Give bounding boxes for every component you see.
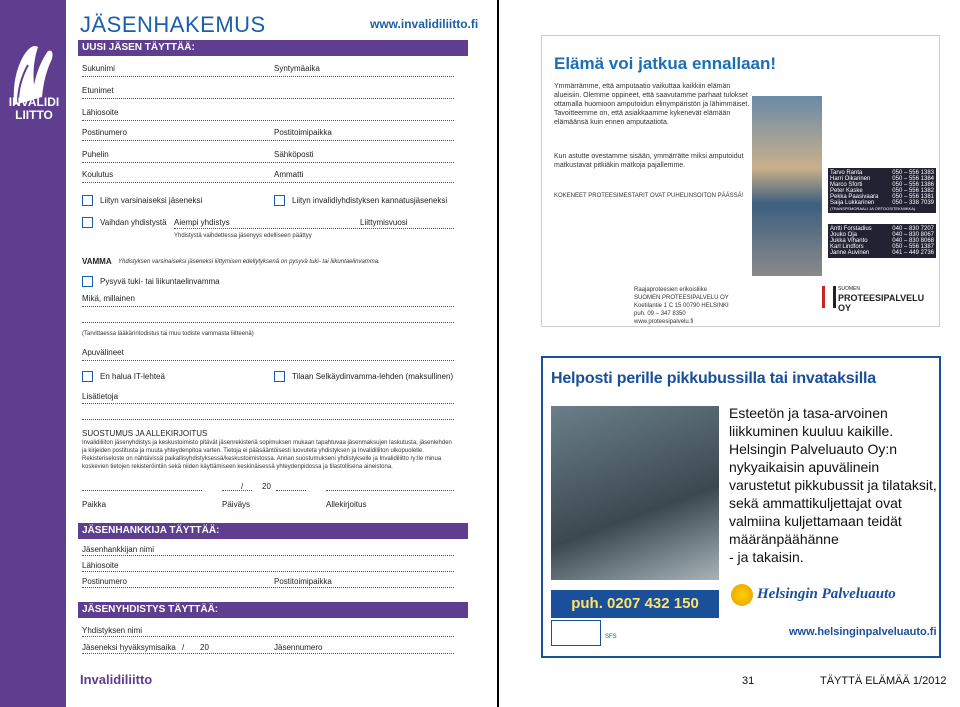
field-line[interactable] (82, 162, 454, 163)
ad1-headline: Elämä voi jatkua ennallaan! (554, 54, 777, 73)
checkbox-pysyva[interactable] (82, 276, 93, 287)
field-line[interactable] (82, 653, 454, 654)
label-hankkija: Jäsenhankkijan nimi (82, 545, 155, 554)
label-it: En halua IT-lehteä (100, 372, 165, 381)
contacts-table-2 (828, 224, 936, 258)
field-line[interactable] (82, 140, 454, 141)
label-jasennumero: Jäsennumero (274, 643, 323, 652)
hyv-separator: / (182, 643, 185, 652)
ad2-text-line: - ja takaisin. (729, 549, 804, 565)
form-url[interactable]: www.invalidiliitto.fi (370, 17, 479, 31)
checkbox-selkay[interactable] (274, 371, 285, 382)
field-line[interactable] (82, 403, 454, 404)
quality-badge (551, 620, 601, 646)
field-line[interactable] (326, 490, 454, 491)
field-line[interactable] (82, 120, 454, 121)
label-vaihdan: Vaihdan yhdistystä (100, 218, 167, 227)
addr-line: SUOMEN PROTEESIPALVELU OY (634, 295, 729, 301)
label-postinumero2: Postinumero (82, 577, 127, 586)
field-line[interactable] (82, 636, 454, 637)
label-lahiosoite: Lähiosoite (82, 108, 119, 117)
ad1-paragraph: Kun astutte ovestamme sisään, ymmärrätte miksi amputoidut matkustavat pitkiäkin matkoja pajallemme. (554, 153, 744, 169)
field-line[interactable] (82, 360, 454, 361)
contact-cell: Harri Oikarinen (830, 176, 871, 182)
contact-cell: Marco Sforti (830, 182, 863, 188)
brand-text: INVALIDI LIITTO (8, 95, 60, 122)
field-line[interactable] (82, 306, 454, 307)
ad1-paragraph: Ymmärrämme, että amputaatio vaikuttaa kaikkiin elämän alueisiin. Olemme oppineet, että saavutamme parhaat tulokset ottamalla huomioon amputoidun elinympäristön ja lähimmäiset. Tavoitteemme on, että asiakkaamme kykenevät elämään elämäänsä kuin ennen amputaatiota. (554, 83, 750, 126)
label-varsinainen: Liityn varsinaiseksi jäseneksi (100, 196, 203, 205)
contact-cell: Tarvo Ranta (830, 170, 863, 176)
contact-cell: 050 – 556 1381 (892, 194, 934, 200)
section-new-member: UUSI JÄSEN TÄYTTÄÄ: (78, 40, 468, 56)
label-postitoimipaikka2: Postitoimipaikka (274, 577, 332, 586)
ad-palveluauto (541, 356, 941, 658)
contact-cell: 041 – 449 2736 (892, 250, 934, 256)
note-todiste: (Tarvittaessa lääkärintodistus tai muu todiste vammasta liitteenä) (82, 331, 254, 337)
sun-icon (731, 584, 753, 606)
label-aiempi: Aiempi yhdistys (174, 218, 230, 227)
field-line[interactable] (82, 571, 454, 572)
contact-cell: 050 – 556 1383 (892, 170, 934, 176)
label-ammatti: Ammatti (274, 170, 304, 179)
label-lisatietoja: Lisätietoja (82, 392, 119, 401)
date-separator: / (241, 482, 244, 491)
label-postinumero: Postinumero (82, 128, 127, 137)
proteesipalvelu-logo-mark (822, 286, 836, 308)
amputee-photo (752, 96, 822, 276)
ad2-text-line: varustetut pikkubussit ja tilataksit, (729, 477, 937, 493)
contact-row (830, 250, 934, 256)
label-syntymaaika: Syntymäaika (274, 64, 320, 73)
contact-cell: 040 – 830 8068 (892, 238, 934, 244)
ad2-phone[interactable]: puh. 0207 432 150 (551, 590, 719, 618)
contact-cell: Pekka Paasivaara (830, 194, 879, 200)
ad1-address (634, 286, 729, 326)
label-allekirjoitus: Allekirjoitus (326, 500, 367, 509)
field-line[interactable] (82, 98, 454, 99)
ad2-text (729, 404, 937, 566)
addr-phone: puh. 09 – 347 8350 (634, 311, 686, 317)
addr-web[interactable]: www.proteesipalvelu.fi (634, 319, 694, 325)
bus-lift-photo (551, 406, 719, 580)
contacts-table-1 (828, 168, 936, 213)
ad2-brand: Helsingin Palveluauto (757, 586, 896, 602)
contact-cell: Jukka Vihanto (830, 238, 868, 244)
label-apuvalineet: Apuvälineet (82, 348, 124, 357)
contact-cell: 050 – 338 7039 (892, 200, 934, 206)
ad2-text-line: nykyaikaisin apuvälinein (729, 459, 880, 475)
contact-cell: Antti Forstadius (830, 226, 872, 232)
field-line[interactable] (82, 555, 454, 556)
label-liittymisvuosi: Liittymisvuosi (360, 218, 408, 227)
label-etunimet: Etunimet (82, 86, 114, 95)
ad2-text-line: liikkuminen kuuluu kaikille. (729, 423, 894, 439)
ad2-text-line: valmiina kuljettamaan teidät (729, 513, 902, 529)
contact-cell: Jouko Oja (830, 232, 858, 238)
ad1-paragraph: KOKENEET PROTEESIMESTARIT OVAT PUHELINSOITON PÄÄSSÄ! (554, 193, 744, 199)
contact-cell: Saija Lukkarinen (830, 200, 875, 206)
text-suostumus: Invalidiliiton jäsenyhdistys ja keskustoimisto pitävät jäsenrekisteriä sopimuksen mukaan tapahtuvaa jäsenmaksujen laskutusta, jäsenlehden ja kirjeiden postitusta ja muuta yhteydenpitoa varten. Tietoja ei pääsäänt​öisesti luovuteta yhdistyksen ja Invalidiliiton ulkopuolelle. Rekisteriseloste on nähtävissä paikallisyhdistyksessä/keskustoimistossa. Annan suostumukseni yhdistykselle ja Invalidiliitto ry:lle minua koskevien tietojen rekisteröintiin sekä niiden käyttämiseen keskinäisessä yhteydenpidossa ja tilastollisena aineistona. (82, 440, 452, 470)
label-yhdistys: Yhdistyksen nimi (82, 626, 143, 635)
label-vamma: VAMMA (82, 257, 112, 266)
section-hankkija: JÄSENHANKKIJA TÄYTTÄÄ: (78, 523, 468, 539)
label-pysyva: Pysyvä tuki- tai liikuntaelinvamma (100, 277, 220, 286)
contact-cell: 050 – 556 1386 (892, 182, 934, 188)
field-line[interactable] (276, 490, 306, 491)
label-paivays: Päiväys (222, 500, 251, 509)
checkbox-kannatus[interactable] (274, 195, 285, 206)
contact-cell: 050 – 556 1384 (892, 176, 934, 182)
field-line[interactable] (82, 322, 454, 323)
field-line[interactable] (174, 228, 454, 229)
checkbox-vaihdan[interactable] (82, 217, 93, 228)
contact-cell: 040 – 830 8067 (892, 232, 934, 238)
label-lahiosoite2: Lähiosoite (82, 561, 119, 570)
contact-cell: Janne Auvinen (830, 250, 870, 256)
ad2-text-line: Esteetön ja tasa-arvoinen (729, 405, 888, 421)
label-koulutus: Koulutus (82, 170, 114, 179)
form-title: JÄSENHAKEMUS (80, 12, 266, 37)
field-line[interactable] (222, 490, 252, 491)
contact-cell: 040 – 830 7207 (892, 226, 934, 232)
field-line[interactable] (82, 419, 454, 420)
hyv-year: 20 (200, 643, 209, 652)
label-mika: Mikä, millainen (82, 294, 135, 303)
ad2-text-line: sekä ammattikuljettajat ovat (729, 495, 902, 511)
field-line[interactable] (82, 587, 454, 588)
contact-note: (TRANSFEMORAALI JA ORTOOSITEKNIIKKA) (830, 206, 916, 211)
heading-suostumus: SUOSTUMUS JA ALLEKIRJOITUS (82, 429, 208, 438)
label-sahkoposti: Sähköposti (274, 150, 314, 159)
ad-proteesipalvelu (541, 35, 940, 327)
footer-brand: Invalidiliitto (80, 672, 153, 687)
label-paikka: Paikka (82, 500, 107, 509)
contact-cell: Karl Lindfors (830, 244, 864, 250)
sfs-badge: SFS (605, 634, 617, 640)
page-divider (497, 0, 499, 707)
label-puhelin: Puhelin (82, 150, 109, 159)
logo-small: SUOMEN (838, 286, 860, 292)
label-selkay: Tilaan Selkäydinvamma-lehden (maksullinen) (292, 372, 454, 381)
contact-cell: 050 – 556 1387 (892, 244, 934, 250)
ad2-headline: Helposti perille pikkubussilla tai invataksilla (551, 370, 876, 387)
field-line[interactable] (82, 76, 454, 77)
addr-line: Koetilantie 1 C 15 00790 HELSINKI (634, 303, 729, 309)
note-aiempi: Yhdistystä vaihdettessa jäsenyys edelliseen päättyy (174, 233, 312, 239)
checkbox-varsinainen[interactable] (82, 195, 93, 206)
contact-cell: 050 – 556 1382 (892, 188, 934, 194)
field-line[interactable] (82, 182, 454, 183)
page-number: 31 (742, 675, 755, 687)
ad2-text-line: Helsingin Palveluauto Oy:n (729, 441, 898, 457)
label-sukunimi: Sukunimi (82, 64, 115, 73)
label-hyvaksymis: Jäseneksi hyväksymisaika (82, 643, 176, 652)
note-vamma: Yhdistyksen varsinaiseksi jäseneksi liittymisen edellytyksenä on pysyvä tuki- tai liikuntaelinvamma. (118, 259, 380, 265)
label-postitoimipaikka: Postitoimipaikka (274, 128, 332, 137)
section-yhdistys: JÄSENYHDISTYS TÄYTTÄÄ: (78, 602, 468, 618)
logo-big: PROTEESIPALVELU OY (838, 293, 925, 313)
ad2-text-line: määränpäähänne (729, 531, 839, 547)
ad2-web[interactable]: www.helsinginpalveluauto.fi (789, 626, 937, 638)
addr-line: Raajaproteesien erikoisliike (634, 287, 708, 293)
checkbox-it[interactable] (82, 371, 93, 382)
contact-cell: Peter Kaske (830, 188, 863, 194)
label-kannatus: Liityn invalidiyhdistyksen kannatusjäseneksi (292, 196, 448, 205)
date-year: 20 (262, 482, 271, 491)
field-line[interactable] (82, 490, 202, 491)
magazine-issue: TÄYTTÄ ELÄMÄÄ 1/2012 (820, 675, 947, 687)
